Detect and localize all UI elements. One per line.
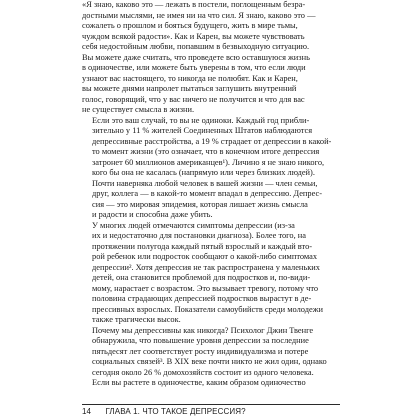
text-line: достными мыслями, не имея ни на что сил. Я знаю, каково это — — [82, 10, 316, 20]
text-line: то момент жизни (это означает, что в конечном итоге депрессия — [92, 147, 320, 156]
text-line: «Я знаю, каково это — лежать в постели, поглощенным безра- — [82, 0, 306, 9]
text-line: пятьдесят лет соответствует росту индивидуализма и потере — [92, 346, 309, 356]
text-line: и радости и способна даже убить. — [92, 210, 213, 219]
text-line: вы можете днями напролет пытаться заглушить внутренний — [82, 84, 297, 93]
paragraph — [82, 326, 340, 389]
text-line: Если это ваш случай, то вы не одиноки. Каждый год прибли- — [92, 115, 310, 125]
text-line: их и недостаточно для постановки диагноза). Более того, на — [92, 231, 306, 240]
text-line: также трагически высок. — [92, 315, 181, 324]
text-line: социальных связей³. В XIX веке почти никто не жил один, однако — [92, 357, 327, 366]
text-line: сия — это мировая эпидемия, которая лишает жизнь смысла — [92, 199, 308, 209]
text-line: сожалеть о прошлом и бояться будущего, жить в мире тьмы, — [82, 21, 298, 30]
text-line: затронет 60 миллионов американцев¹). Личино я не знаю никого, — [92, 157, 325, 167]
text-line: в одиночестве, или можете быть уверены в том, что если люди — [82, 63, 306, 72]
paragraph — [82, 0, 340, 116]
page-number: 14 — [82, 407, 92, 416]
text-line: прессивных взрослых. Показатели самоубийств среди молодежи — [92, 304, 323, 314]
text-line: Если вы растете в одиночестве, каким образом одиночество — [92, 378, 306, 387]
text-line: депрессивные расстройства, а 19 % страдает от депрессии в какой- — [92, 136, 332, 146]
paragraph — [82, 221, 340, 326]
text-line: мому, нарастает с возрастом. Это вызывает тревогу, потому что — [92, 283, 319, 293]
text-line: не существует смысла в жизни. — [82, 105, 195, 114]
text-line: Почти наверняка любой человек в вашей жизни — член семьи, — [92, 178, 318, 188]
text-line: обнаружила, что повышение уровня депрессии за последние — [92, 336, 309, 345]
text-line: сегодня около 26 % домохозяйств состоит из одного человека. — [92, 367, 314, 377]
text-line: голос, говорящий, что у вас ничего не получится и что для вас — [82, 94, 305, 104]
paragraph — [82, 116, 340, 221]
text-line: Вы можете даже считать, что проведете всю оставшуюся жизнь — [82, 52, 310, 62]
text-line: У многих людей отмечаются симптомы депрессии (из-за — [92, 220, 295, 230]
text-line: чуждом всякой радости». Как и Карен, вы можете чувствовать — [82, 31, 305, 41]
text-line: кого бы она не касалась (напрямую или через близких людей). — [92, 168, 315, 177]
text-line: себя недостойным любви, попавшим в безвыходную ситуацию. — [82, 42, 310, 51]
page-footer — [82, 404, 340, 416]
text-line: депрессии². Хотя депрессия не так распространена у маленьких — [92, 262, 320, 272]
text-line: Почему мы депрессивны как никогда? Психолог Джин Твенге — [92, 325, 314, 335]
text-line: зительно у 11 % жителей Соединенных Штатов наблюдаются — [92, 126, 313, 135]
text-line: узнают вас настоящего, то никогда не полюбят. Как и Карен, — [82, 73, 298, 83]
text-line: детей, она становится проблемой для подростков и, по-види- — [92, 273, 311, 282]
text-line: протяжении полугода каждый пятый взрослый и каждый вто- — [92, 241, 313, 251]
text-line: половина страдающих депрессией подростков вырастут в де- — [92, 294, 312, 303]
chapter-title: ГЛАВА 1. ЧТО ТАКОЕ ДЕПРЕССИЯ? — [105, 407, 246, 416]
text-line: друг, коллега — в какой-то момент впадал в депрессию. Депрес- — [92, 189, 323, 198]
body-text — [82, 0, 340, 389]
text-line: рой ребенок или подросток сообщают о какой-либо симптомах — [92, 252, 318, 261]
